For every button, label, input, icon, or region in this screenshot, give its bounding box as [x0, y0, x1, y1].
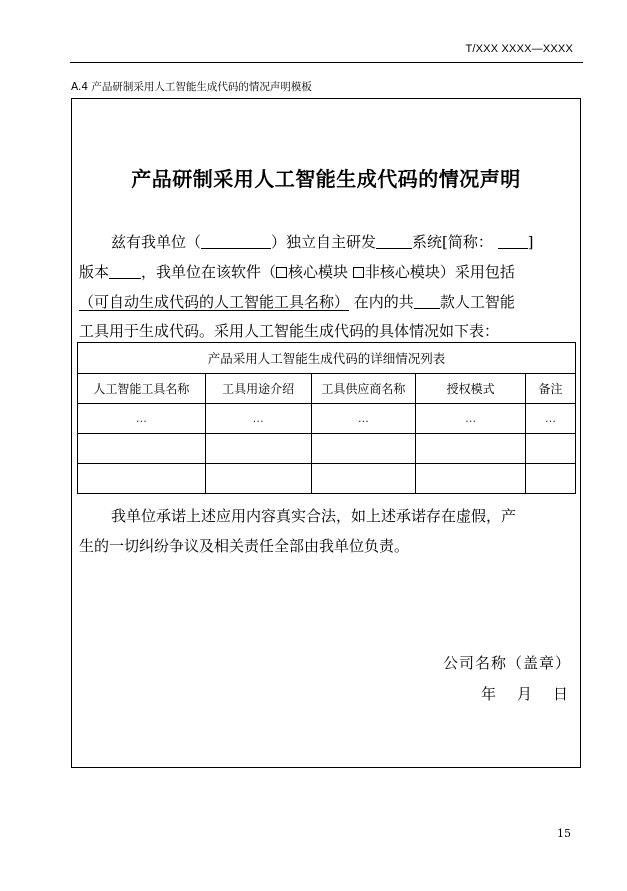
date-label: 年 月 日	[480, 685, 571, 703]
text-segment: ）采用包括	[439, 263, 515, 281]
table-cell[interactable]	[416, 434, 526, 464]
table-cell[interactable]	[526, 464, 576, 494]
table-row	[78, 434, 576, 464]
core-module-label: 核心模块	[288, 263, 349, 281]
table-row	[78, 404, 576, 434]
table-header-row	[78, 374, 576, 404]
table-cell[interactable]: …	[526, 404, 576, 434]
commitment-line-1: 我单位承诺上述应用内容真实合法，如上述承诺存在虚假，产	[111, 507, 517, 525]
header-divider	[70, 62, 583, 63]
table-cell[interactable]	[526, 434, 576, 464]
tool-name-field[interactable]: （可自动生成代码的人工智能工具名称）	[79, 293, 350, 311]
table-cell[interactable]: …	[205, 404, 311, 434]
text-segment: ，我单位在该软件（	[141, 263, 277, 281]
paragraph-line-4: 工具用于生成代码。采用人工智能生成代码的具体情况如下表：	[79, 322, 500, 340]
text-segment: 兹有我单位（	[111, 233, 202, 251]
col-header-remarks: 备注	[526, 374, 576, 404]
paragraph-line-2	[79, 261, 575, 282]
text-segment: 系统[简称：	[412, 233, 493, 251]
unit-name-blank[interactable]	[201, 233, 271, 249]
version-blank[interactable]	[109, 263, 141, 279]
col-header-tool-name: 人工智能工具名称	[78, 374, 206, 404]
text-segment: ）独立自主研发	[271, 233, 377, 251]
col-header-license: 授权模式	[416, 374, 526, 404]
declaration-title: 产品研制采用人工智能生成代码的情况声明	[131, 167, 521, 191]
text-segment: 版本	[79, 263, 110, 281]
paragraph-line-1	[79, 231, 607, 252]
table-cell[interactable]	[311, 434, 416, 464]
table-cell[interactable]: …	[78, 404, 206, 434]
text-segment: ]	[527, 233, 534, 251]
table-row	[78, 464, 576, 494]
company-seal-label: 公司名称（盖章）	[442, 654, 571, 672]
col-header-tool-purpose: 工具用途介绍	[205, 374, 311, 404]
text-segment: 款人工智能	[439, 293, 515, 311]
tool-count-blank[interactable]	[414, 293, 440, 309]
noncore-module-checkbox[interactable]	[353, 267, 364, 278]
system-name-blank[interactable]	[376, 233, 412, 249]
core-module-checkbox[interactable]	[276, 267, 287, 278]
table-cell[interactable]	[205, 434, 311, 464]
table-caption: 产品采用人工智能生成代码的详细情况列表	[78, 343, 576, 374]
table-cell[interactable]: …	[311, 404, 416, 434]
ai-code-detail-table	[77, 342, 576, 494]
paragraph-line-3	[79, 291, 575, 312]
page-number: 15	[557, 827, 571, 840]
noncore-module-label: 非核心模块	[364, 263, 440, 281]
system-abbrev-blank[interactable]	[498, 233, 528, 249]
commitment-line-2: 生的一切纠纷争议及相关责任全部由我单位负责。	[79, 537, 410, 555]
table-cell[interactable]	[78, 434, 206, 464]
section-label: A.4 产品研制采用人工智能生成代码的情况声明模板	[71, 81, 312, 93]
document-code: T/XXX XXXX—XXXX	[465, 43, 573, 55]
table-cell[interactable]	[311, 464, 416, 494]
table-cell[interactable]: …	[416, 404, 526, 434]
table-cell[interactable]	[78, 464, 206, 494]
col-header-vendor: 工具供应商名称	[311, 374, 416, 404]
text-segment: 在内的共	[353, 293, 414, 311]
table-cell[interactable]	[205, 464, 311, 494]
table-cell[interactable]	[416, 464, 526, 494]
